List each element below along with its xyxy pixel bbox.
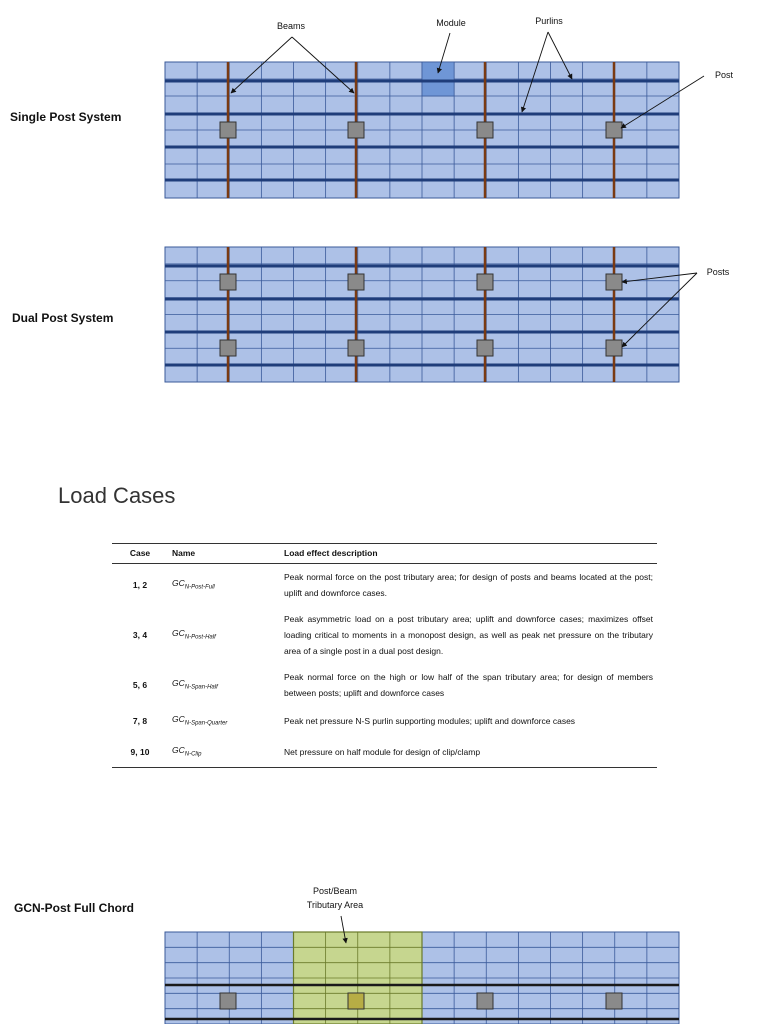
single-post — [606, 122, 622, 138]
table-header-row — [112, 544, 657, 564]
module-callout: Module — [436, 18, 466, 28]
single-post — [348, 122, 364, 138]
name-main: GC — [172, 714, 185, 724]
table-row — [112, 664, 657, 706]
name-subscript: N-Post-Half — [184, 634, 216, 641]
post-callout: Post — [714, 70, 733, 80]
table-row — [112, 706, 657, 737]
name-subscript: N-Span-Quarter — [184, 720, 228, 727]
load-cases-table — [112, 543, 657, 768]
dual-post — [348, 274, 364, 290]
load-cases-title: Load Cases — [58, 483, 176, 508]
desc-cell: Peak normal force on the post tributary area; for design of posts and beams located at the post; uplift and downforce cases. — [284, 572, 653, 598]
table-row — [112, 564, 657, 607]
dual-post — [220, 274, 236, 290]
single-highlight-module — [422, 62, 454, 96]
desc-cell: Peak asymmetric load on a post tributary area; uplift and downforce cases; maximizes offset loading critical to moments in a monopost design, as well as peak net pressure on the tributary area of a single post in a dual post design. — [284, 614, 653, 656]
name-main: GC — [172, 577, 185, 588]
case-cell: 7, 8 — [132, 716, 148, 727]
name-main: GC — [172, 677, 185, 688]
name-subscript: N-Post-Full — [184, 584, 215, 591]
posts-callout: Posts — [706, 267, 730, 277]
header-name: Name — [168, 544, 280, 564]
name-subscript: N-Span-Half — [184, 684, 218, 691]
dual-post-system-label: Dual Post System — [12, 311, 114, 325]
dual-post — [220, 340, 236, 356]
gcn-post-full-chord-label: GCN-Post Full Chord — [14, 901, 134, 915]
dual-post — [348, 340, 364, 356]
beams-callout: Beams — [276, 21, 305, 31]
table-row — [112, 606, 657, 664]
desc-cell: Peak net pressure N-S purlin supporting modules; uplift and downforce cases — [284, 716, 576, 727]
name-cell — [168, 564, 280, 607]
table-row — [112, 737, 657, 768]
desc-cell: Net pressure on half module for design of clip/clamp — [280, 737, 657, 768]
name-cell — [168, 737, 280, 768]
chord-post — [220, 993, 236, 1009]
tributary-callout-line1: Post/Beam — [312, 886, 358, 896]
dual-post — [606, 274, 622, 290]
header-case: Case — [112, 544, 168, 564]
dual-post — [477, 274, 493, 290]
tributary-callout-line2: Tributary Area — [306, 900, 364, 910]
case-cell: 3, 4 — [132, 630, 148, 640]
dual-post — [606, 340, 622, 356]
dual-post — [477, 340, 493, 356]
single-post — [477, 122, 493, 138]
single-post — [220, 122, 236, 138]
name-main: GC — [172, 627, 185, 638]
header-desc: Load effect description — [280, 544, 657, 564]
chord-post — [606, 993, 622, 1009]
name-cell — [168, 706, 280, 737]
chord-post — [477, 993, 493, 1009]
name-cell — [168, 606, 280, 664]
purlins-callout: Purlins — [535, 16, 563, 26]
case-cell: 1, 2 — [132, 580, 148, 590]
desc-cell: Peak normal force on the high or low half of the span tributary area; for design of members between posts; uplift and downforce cases — [284, 672, 653, 698]
case-cell: 5, 6 — [132, 680, 148, 690]
name-main: GC — [172, 744, 185, 755]
chord-post — [348, 993, 364, 1009]
name-cell — [168, 664, 280, 706]
case-cell: 9, 10 — [112, 737, 168, 768]
single-post-system-label: Single Post System — [10, 110, 122, 124]
name-subscript: N-Clip — [184, 751, 202, 758]
